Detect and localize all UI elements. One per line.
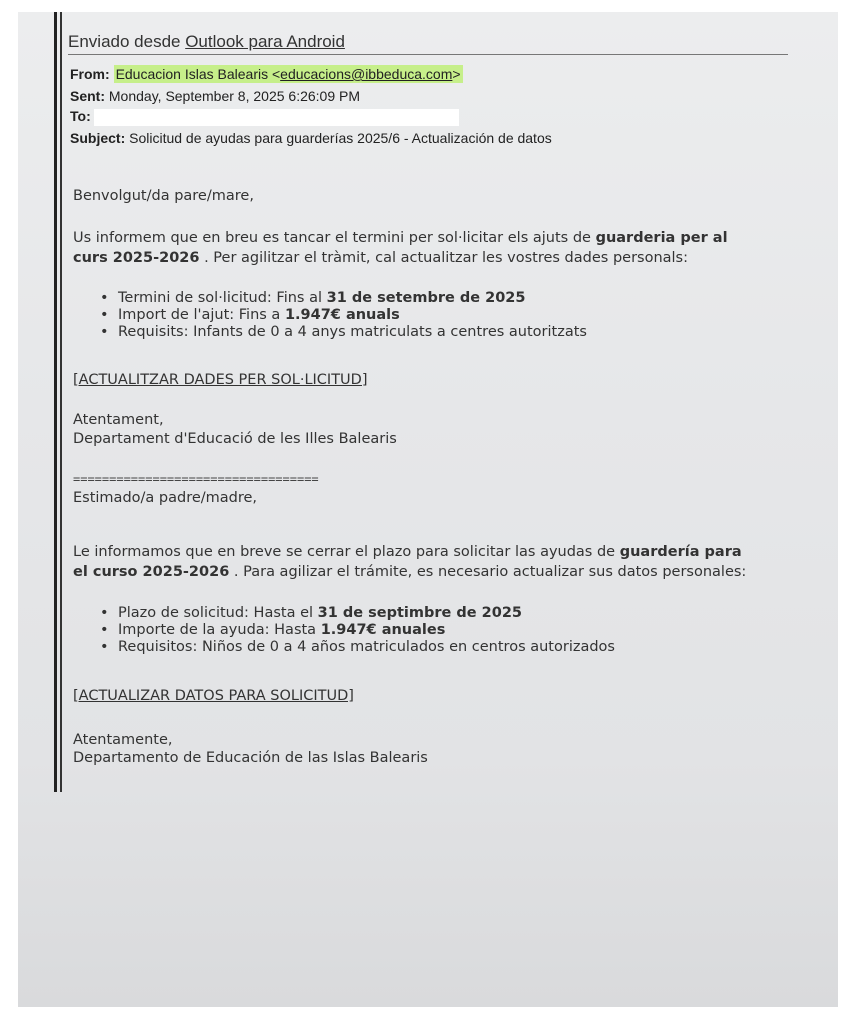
spanish-p1-text: Le informamos que en breve se cerrar el plazo para solicitar las ayudas de — [73, 544, 620, 560]
list-item: • Requisits: Infants de 0 a 4 anys matriculats a centres autoritzats — [98, 324, 587, 340]
spanish-p1-tail: . Para agilizar el trámite, es necesario actualizar sus datos personales: — [229, 564, 747, 580]
sent-label: Sent: — [70, 88, 105, 104]
catalan-paragraph-line1 — [73, 230, 728, 246]
from-name: Educacion Islas Balearis < — [115, 66, 281, 82]
catalan-signature: Departament d'Educació de les Illes Balearis — [73, 431, 397, 447]
sent-from-line — [68, 32, 345, 52]
spanish-update-link[interactable]: [ACTUALIZAR DATOS PARA SOLICITUD] — [73, 688, 354, 704]
section-separator: ================================== — [73, 472, 319, 486]
catalan-p1-tail: . Per agilitzar el tràmit, cal actualitzar les vostres dades personals: — [199, 250, 688, 266]
catalan-p1-course: curs 2025-2026 — [73, 250, 200, 266]
catalan-paragraph-line2 — [73, 250, 688, 266]
from-label: From: — [70, 66, 110, 82]
subject-row — [70, 130, 552, 146]
spanish-paragraph-line2 — [73, 564, 746, 580]
catalan-p1-bold: guarderia per al — [595, 230, 728, 246]
spanish-signature: Departamento de Educación de las Islas Balearis — [73, 750, 428, 766]
outlook-android-link[interactable]: Outlook para Android — [185, 32, 345, 51]
catalan-bullet-list — [98, 290, 587, 341]
catalan-update-link[interactable]: [ACTUALITZAR DADES PER SOL·LICITUD] — [73, 372, 368, 388]
spanish-paragraph-line1 — [73, 544, 742, 560]
list-item: • Import de l'ajut: Fins a 1.947€ anuals — [98, 307, 587, 323]
from-highlight — [114, 65, 463, 83]
bottom-margin — [0, 1007, 855, 1024]
sent-value: Monday, September 8, 2025 6:26:09 PM — [108, 88, 361, 104]
subject-label: Subject: — [70, 130, 126, 146]
margin-line — [54, 12, 57, 792]
catalan-closing: Atentament, — [73, 412, 164, 428]
catalan-p1-text: Us informem que en breu es tancar el termini per sol·licitar els ajuts de — [73, 230, 596, 246]
spanish-greeting: Estimado/a padre/madre, — [73, 490, 258, 506]
from-email[interactable]: educacions@ibbeduca.com — [280, 66, 453, 82]
printed-email-page — [18, 12, 838, 1007]
spanish-closing: Atentamente, — [73, 732, 173, 748]
list-item: • Termini de sol·licitud: Fins al 31 de setembre de 2025 — [98, 290, 587, 306]
margin-line — [60, 12, 62, 792]
redacted-recipient — [94, 109, 459, 126]
spanish-p1-course: el curso 2025-2026 — [73, 564, 230, 580]
to-label: To: — [70, 108, 91, 124]
spanish-p1-bold: guardería para — [619, 544, 742, 560]
from-row — [70, 66, 463, 82]
from-close: > — [452, 66, 461, 82]
sent-row — [70, 88, 360, 104]
spanish-bullet-list — [98, 605, 615, 656]
sent-from-prefix: Enviado desde — [68, 32, 186, 51]
to-row — [70, 108, 459, 126]
catalan-greeting: Benvolgut/da pare/mare, — [73, 188, 254, 204]
subject-value: Solicitud de ayudas para guarderías 2025/6 - Actualización de datos — [129, 130, 552, 146]
list-item: • Plazo de solicitud: Hasta el 31 de septimbre de 2025 — [98, 605, 615, 621]
header-divider — [68, 54, 788, 55]
list-item: • Requisitos: Niños de 0 a 4 años matriculados en centros autorizados — [98, 639, 615, 655]
list-item: • Importe de la ayuda: Hasta 1.947€ anuales — [98, 622, 615, 638]
